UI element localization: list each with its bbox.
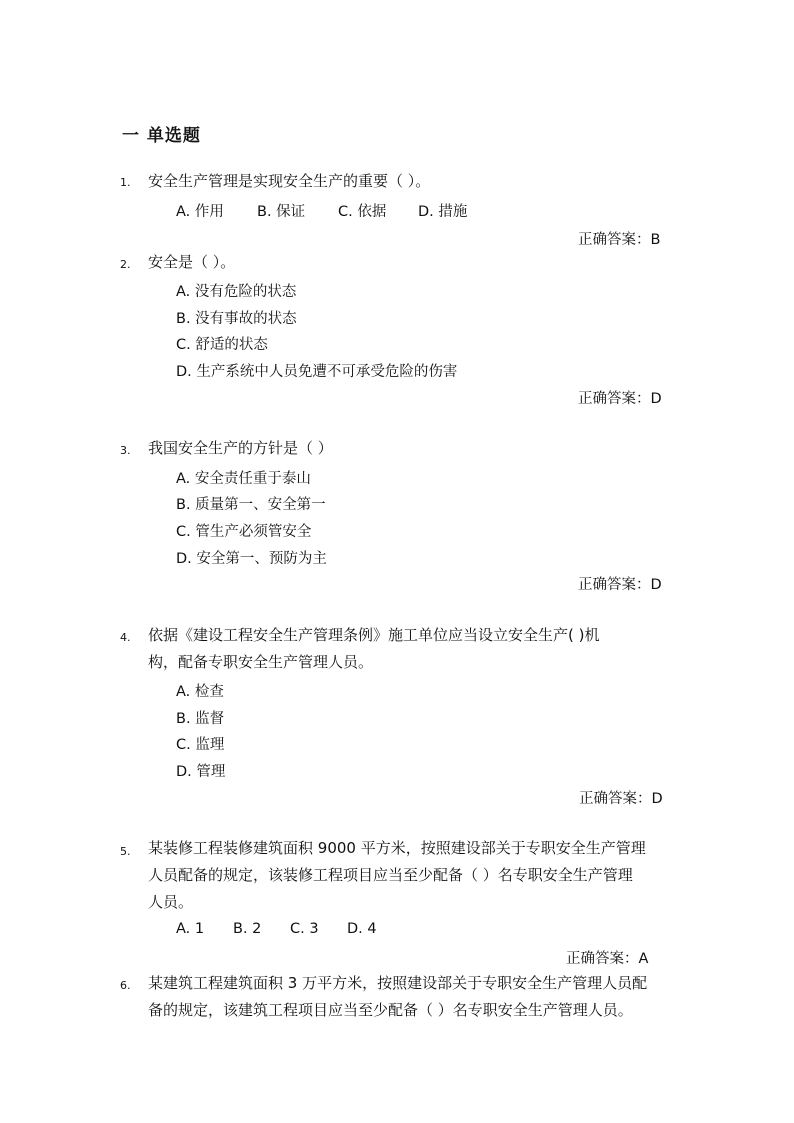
question-text-line-1: 依据《建设工程安全生产管理条例》施工单位应当设立安全生产( )机 (148, 626, 600, 644)
question-text-line-1: 某装修工程装修建筑面积 9000 平方米，按照建设部关于专职安全生产管理 (148, 839, 646, 857)
question-number: 6. (120, 979, 131, 992)
option-a: A. 检查 (176, 684, 224, 700)
option-a: A. 安全责任重于泰山 (176, 471, 311, 487)
option-b: B. 没有事故的状态 (176, 311, 297, 327)
option-d: D. 4 (347, 921, 377, 937)
question-text-line-2: 备的规定，该建筑工程项目应当至少配备（ ）名专职安全生产管理人员。 (148, 1001, 633, 1019)
question-text-line-2: 构，配备专职安全生产管理人员。 (148, 653, 374, 671)
question-text-line-3: 人员。 (148, 893, 194, 911)
question-number: 5. (120, 845, 131, 858)
option-d: D. 安全第一、预防为主 (176, 551, 327, 567)
option-c: C. 3 (290, 921, 319, 937)
option-d: D. 生产系统中人员免遭不可承受危险的伤害 (176, 364, 458, 380)
option-c: C. 依据 (338, 204, 387, 220)
option-b: B. 质量第一、安全第一 (176, 497, 326, 513)
option-b: B. 2 (233, 921, 262, 937)
question-text-line-1: 某建筑工程建筑面积 3 万平方米，按照建设部关于专职安全生产管理人员配 (148, 974, 648, 992)
option-b: B. 保证 (257, 204, 306, 220)
section-title: 一 单选题 (122, 126, 201, 146)
question-number: 4. (120, 631, 131, 644)
option-b: B. 监督 (176, 711, 225, 727)
answer-line: 正确答案：A (566, 951, 649, 967)
option-d: D. 管理 (176, 764, 226, 780)
answer-line: 正确答案：D (579, 791, 663, 807)
question-text: 安全是（ ）。 (148, 253, 236, 271)
option-c: C. 管生产必须管安全 (176, 524, 312, 540)
question-number: 1. (120, 176, 131, 189)
option-a: A. 作用 (176, 204, 224, 220)
option-c: C. 监理 (176, 737, 225, 753)
option-c: C. 舒适的状态 (176, 337, 268, 353)
question-text-line-2: 人员配备的规定，该装修工程项目应当至少配备（ ）名专职安全生产管理 (148, 866, 633, 884)
answer-line: 正确答案：D (578, 391, 662, 407)
answer-line: 正确答案：D (578, 577, 662, 593)
question-number: 3. (120, 444, 131, 457)
question-text: 安全生产管理是实现安全生产的重要（ ）。 (148, 172, 431, 190)
option-d: D. 措施 (418, 204, 468, 220)
question-text: 我国安全生产的方针是（ ） (148, 439, 333, 457)
option-a: A. 没有危险的状态 (176, 284, 297, 300)
answer-line: 正确答案：B (578, 232, 661, 248)
option-a: A. 1 (176, 921, 205, 937)
question-number: 2. (120, 258, 131, 271)
